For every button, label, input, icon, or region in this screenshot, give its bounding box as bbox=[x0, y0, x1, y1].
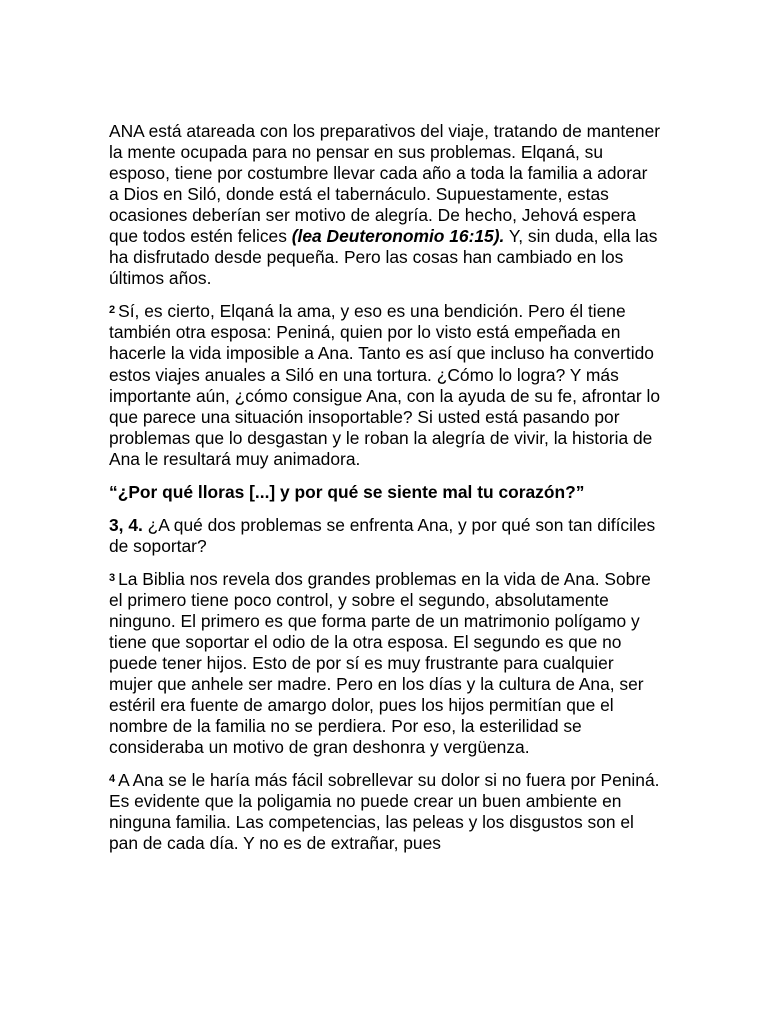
study-question bbox=[109, 515, 661, 557]
paragraph-number: 4 bbox=[109, 773, 116, 786]
paragraph-number: 3 bbox=[109, 571, 116, 584]
section-subheading: “¿Por qué lloras [...] y por qué se siente mal tu corazón?” bbox=[109, 481, 585, 502]
paragraph-number: 2 bbox=[109, 304, 116, 317]
paragraph-1-text: ANA está atareada con los preparativos del viaje, tratando de mantener la mente ocupada para no pensar en sus problemas. Elqaná, su esposo, tiene por costumbre llevar cada año a toda la familia a adorar a Dios en Siló, donde está el tabernáculo. Supuestamente, estas ocasiones deberían ser motivo de alegría. De hecho, Jehová espera que todos estén felices bbox=[109, 121, 661, 247]
paragraph-4 bbox=[109, 770, 661, 854]
paragraph-4-text: A Ana se le haría más fácil sobrellevar su dolor si no fuera por Peniná. Es evidente que la poligamia no puede crear un buen ambiente en ninguna familia. Las competencias, las peleas y los disgustos son el pan de cada día. Y no es de extrañar, pues bbox=[109, 770, 660, 854]
paragraph-1-text-end: Y, sin duda, ella las ha disfrutado desde pequeña. Pero las cosas han cambiado en los últimos años. bbox=[109, 226, 658, 289]
document-page bbox=[109, 121, 661, 867]
paragraph-3 bbox=[109, 569, 661, 758]
question-text: ¿A qué dos problemas se enfrenta Ana, y por qué son tan difíciles de soportar? bbox=[109, 514, 656, 556]
paragraph-2-text: Sí, es cierto, Elqaná la ama, y eso es una bendición. Pero él tiene también otra esposa: Peniná, quien por lo visto está empeñada en hacerle la vida imposible a Ana. Tanto es así que incluso ha convertido estos viajes anuales a Siló en una tortura. ¿Cómo lo logra? Y más importante aún, ¿cómo consigue Ana, con la ayuda de su fe, afrontar lo que parece una situación insoportable? Si usted está pasando por problemas que lo desgastan y le roban la alegría de vivir, la historia de Ana le resultará muy animadora. bbox=[109, 301, 661, 469]
paragraph-2 bbox=[109, 301, 661, 469]
question-number: 3, 4. bbox=[109, 514, 143, 535]
scripture-reference-link[interactable]: (lea Deuteronomio 16:15). bbox=[291, 226, 505, 247]
paragraph-1 bbox=[109, 121, 661, 289]
paragraph-3-text: La Biblia nos revela dos grandes problemas en la vida de Ana. Sobre el primero tiene poco control, y sobre el segundo, absolutamente ninguno. El primero es que forma parte de un matrimonio polígamo y tiene que soportar el odio de la otra esposa. El segundo es que no puede tener hijos. Esto de por sí es muy frustrante para cualquier mujer que anhele ser madre. Pero en los días y la cultura de Ana, ser estéril era fuente de amargo dolor, pues los hijos permitían que el nombre de la familia no se perdiera. Por eso, la esterilidad se consideraba un motivo de gran deshonra y vergüenza. bbox=[109, 568, 651, 758]
